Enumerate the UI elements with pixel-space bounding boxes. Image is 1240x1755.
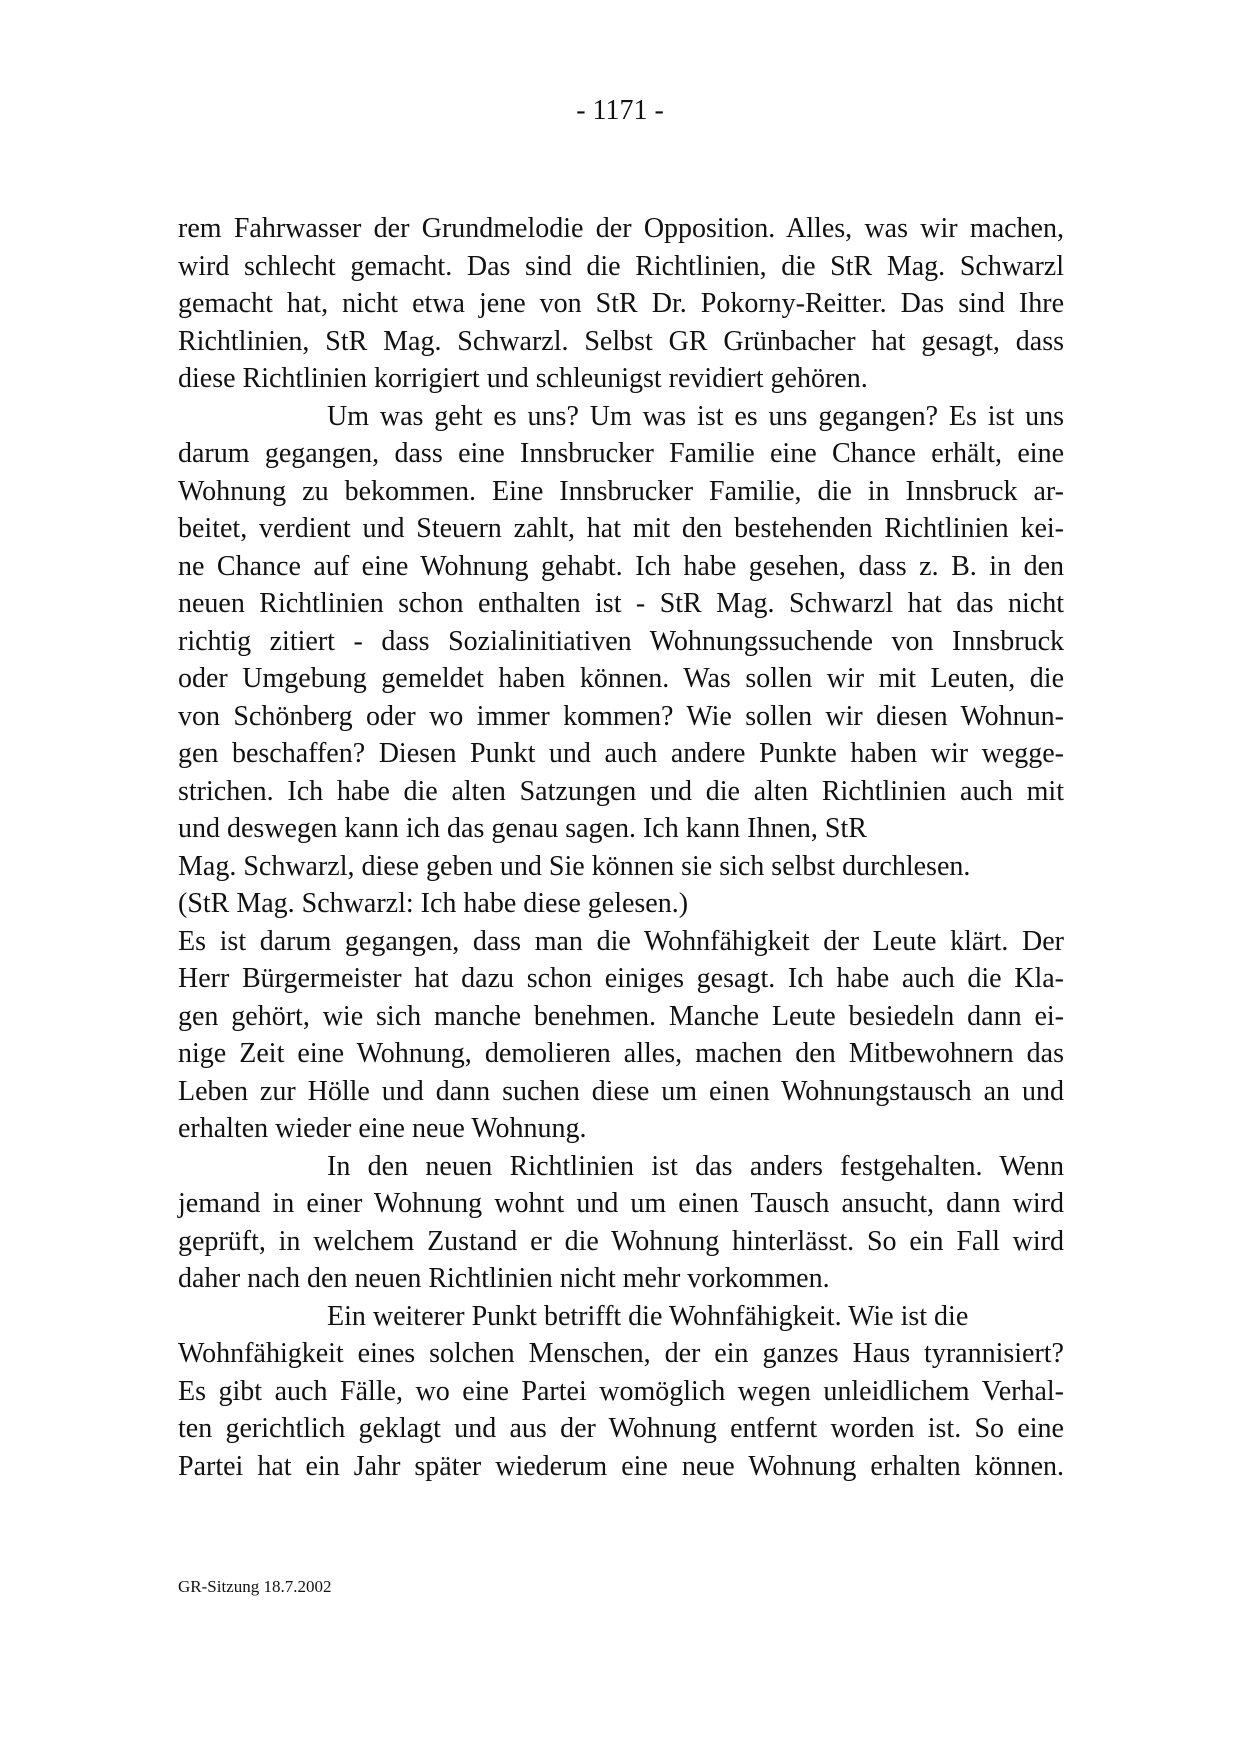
text-line: gen gehört, wie sich manche benehmen. Manche Leute besiedeln dann ei-: [178, 1000, 1064, 1032]
text-line: ne Chance auf eine Wohnung gehabt. Ich habe gesehen, dass z. B. in den: [178, 550, 1064, 582]
text-line: darum gegangen, dass eine Innsbrucker Familie eine Chance erhält, eine: [178, 438, 1064, 469]
text-line: oder Umgebung gemeldet haben können. Was sollen wir mit Leuten, die: [178, 663, 1064, 694]
text-line: Wohnung zu bekommen. Eine Innsbrucker Familie, die in Innsbruck ar-: [178, 475, 1064, 507]
text-line: geprüft, in welchem Zustand er die Wohnung hinterlässt. So ein Fall wird: [178, 1225, 1064, 1257]
text-line: In den neuen Richtlinien ist das anders festgehalten. Wenn: [327, 1150, 1064, 1182]
text-line: Um was geht es uns? Um was ist es uns gegangen? Es ist uns: [327, 400, 1064, 432]
page-number: - 1171 -: [576, 95, 664, 126]
body-text: [178, 210, 1064, 1485]
text-line: ten gerichtlich geklagt und aus der Wohnung entfernt worden ist. So eine: [178, 1413, 1064, 1444]
text-line: wird schlecht gemacht. Das sind die Richtlinien, die StR Mag. Schwarzl: [178, 250, 1064, 282]
text-line: und deswegen kann ich das genau sagen. Ich kann Ihnen, StR: [178, 813, 867, 844]
text-line: erhalten wieder eine neue Wohnung.: [178, 1113, 587, 1144]
text-line: neuen Richtlinien schon enthalten ist - StR Mag. Schwarzl hat das nicht: [178, 588, 1064, 619]
text-line: richtig zitiert - dass Sozialinitiativen Wohnungssuchende von Innsbruck: [178, 625, 1064, 657]
text-line: beitet, verdient und Steuern zahlt, hat mit den bestehenden Richtlinien kei-: [178, 513, 1064, 544]
text-line: Es ist darum gegangen, dass man die Wohnfähigkeit der Leute klärt. Der: [178, 925, 1064, 957]
text-line: Herr Bürgermeister hat dazu schon einiges gesagt. Ich habe auch die Kla-: [178, 963, 1064, 994]
text-line: Partei hat ein Jahr später wiederum eine neue Wohnung erhalten können.: [178, 1450, 1064, 1482]
text-line: Es gibt auch Fälle, wo eine Partei womöglich wegen unleidlichem Verhal-: [178, 1375, 1064, 1407]
text-line: diese Richtlinien korrigiert und schleunigst revidiert gehören.: [178, 363, 868, 394]
text-line: nige Zeit eine Wohnung, demolieren alles, machen den Mitbewohnern das: [178, 1038, 1064, 1069]
text-line: gen beschaffen? Diesen Punkt und auch andere Punkte haben wir wegge-: [178, 738, 1064, 769]
text-line: (StR Mag. Schwarzl: Ich habe diese gelesen.): [178, 888, 689, 919]
text-line: Ein weiterer Punkt betrifft die Wohnfähigkeit. Wie ist die: [327, 1300, 969, 1332]
text-line: Richtlinien, StR Mag. Schwarzl. Selbst GR Grünbacher hat gesagt, dass: [178, 325, 1064, 357]
text-line: jemand in einer Wohnung wohnt und um einen Tausch ansucht, dann wird: [178, 1188, 1064, 1219]
text-line: strichen. Ich habe die alten Satzungen und die alten Richtlinien auch mit: [178, 775, 1064, 807]
text-line: Mag. Schwarzl, diese geben und Sie können sie sich selbst durchlesen.: [178, 850, 971, 882]
footer-session-date: GR-Sitzung 18.7.2002: [178, 1577, 332, 1596]
text-line: Wohnfähigkeit eines solchen Menschen, der ein ganzes Haus tyrannisiert?: [178, 1338, 1064, 1369]
text-line: gemacht hat, nicht etwa jene von StR Dr. Pokorny-Reitter. Das sind Ihre: [178, 288, 1064, 319]
text-line: daher nach den neuen Richtlinien nicht mehr vorkommen.: [178, 1263, 830, 1294]
text-line: rem Fahrwasser der Grundmelodie der Opposition. Alles, was wir machen,: [178, 213, 1064, 244]
text-line: Leben zur Hölle und dann suchen diese um einen Wohnungstausch an und: [178, 1075, 1064, 1107]
text-line: von Schönberg oder wo immer kommen? Wie sollen wir diesen Wohnun-: [178, 700, 1064, 732]
